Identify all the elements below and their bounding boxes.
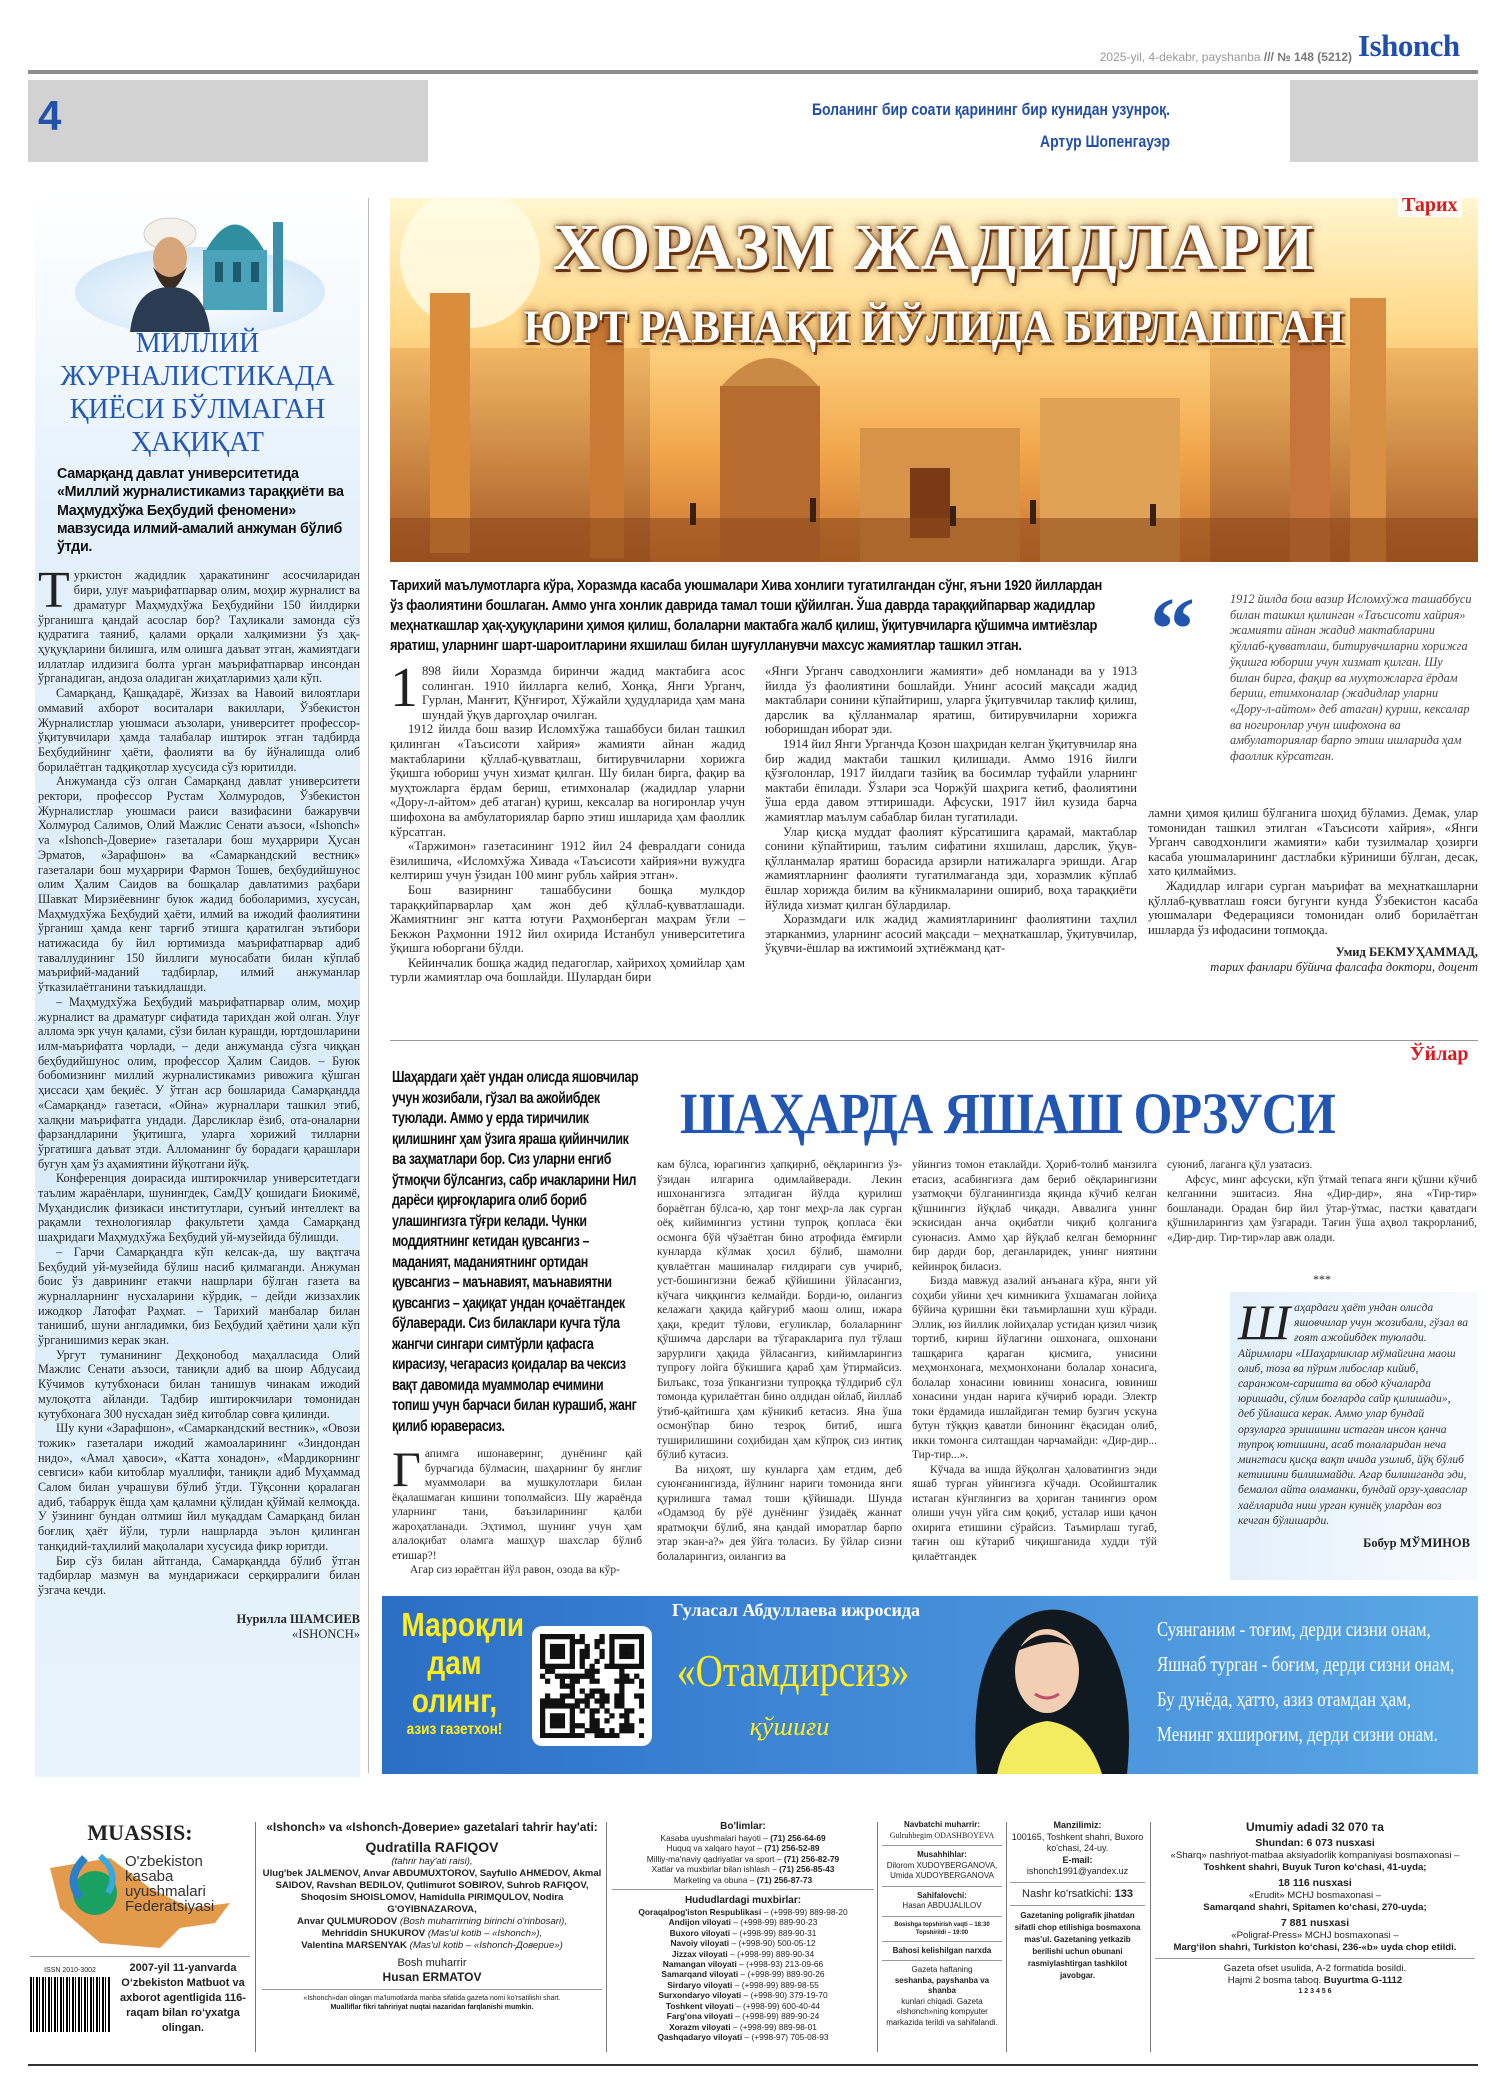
print-address: Marg‘ilon shahri, Turkiston ko‘chasi, 236-«b» uyda chop etildi. xyxy=(1173,1942,1457,1953)
footer-divider xyxy=(606,1822,607,2052)
ad-slogan-line: олинг, xyxy=(411,1682,498,1719)
paragraph: апимга ишонаверинг, дунёнинг қай бурчагида бўлмасин, шаҳарнинг бу янглиғ муаммолари ва мушкулотлари билан ёқалашмаган кишини тополмайсиз. Шу жараёнда уларнинг тани, баъзиларининг қалби жароҳатланади. Эҳтимол, шунинг учун ҳам алалоқибат оламга машҳур шахслар бўлиб етишар?! xyxy=(392,1448,642,1562)
layout-label: Sahifalovchi: xyxy=(917,1890,967,1900)
author-name: Умид БЕКМУҲАММАД, xyxy=(1335,945,1478,960)
footer-divider xyxy=(1006,1822,1007,2052)
footer-rule xyxy=(28,2064,1478,2066)
contact-row: Buxoro viloyati – (+998-99) 889-90-31 xyxy=(669,1927,817,1938)
paragraph: суюниб, лаганга қўл узатасиз. xyxy=(1167,1159,1313,1171)
contact-row: Jizzax viloyati – (+998-99) 889-90-34 xyxy=(671,1948,815,1959)
paragraph: кам бўлса, юрагингиз ҳапқириб, оёқларингиз ўз-ўзидан илгарига одимлайверади. Лекин ишхонангизга элтадиган йўлда қурилиш бораётган бўлса-ю, ҳар тонг меҳр-ла лак сурган оёқ кийимингиз устини тупроқ қопласа ёки осмонга бўй чўзаётган бино атрофида ёмғирли кунларда кўлмак ҳосил бўлиб, шамолни қувлаётган машиналар ғилдираги сув учириб, уст-бошингизни бежаб қўйишини ўйласангиз, кўчага чиққингиз келмайди. Борди-ю, оилангиз келажаги ҳақида қайғуриб маош олиш, ижара ҳақи, кредит тўлови, егуликлар, болаларнинг қўшимча дарслари ва тўгаракларига пул тўлаш зарурлиги ҳақида ўйласангиз, кийимларингиз тупроғу лойга бўкишига қараб ҳам ўтирмайсиз. Билъакс, тоза ўпкангизни тупроққа тўлдириб сўл томонда қурилаётган бино олдидан ойлаб, йиллаб ўтиб-қайтишга ҳам кўникиб кетасиз. Яна ўша осмонўпар бино тезроқ битиб, ишга туширилишини соҳибидан ҳам кўпроқ сиз интиқ бўлиб кутасиз. xyxy=(657,1159,902,1461)
contact-label: Surxondaryo viloyati xyxy=(658,1990,742,2001)
paragraph: Афсус, минг афсуски, кўп ўтмай тепага янги қўшни кўчиб келганини эшитасиз. Яна «Дир-дир», яна «Тир-тир» бошланади. Орадан бир йил ўтар-ўтмас, пастки қаватдаги қўшниларингиз ҳам ўзгаради. Тағин ўша аҳвол такрорланиб, «Дир-дир. Тир-тир»лар авж олади. xyxy=(1167,1173,1477,1244)
article-column-1 xyxy=(392,1441,642,1578)
contact-row: Milliy-ma'naviy qadriyatlar va sport – (71) 256-82-79 xyxy=(646,1853,840,1864)
article-column-2 xyxy=(657,1158,902,1588)
contact-label: Qashqadaryo viloyati xyxy=(657,2031,743,2042)
contact-label: Samarqand viloyati xyxy=(661,1969,739,1980)
sidebar-body xyxy=(38,562,360,1641)
proofreaders-label: Musahhihlar: xyxy=(917,1850,967,1859)
ad-slogan-line: Мароқли xyxy=(401,1606,525,1643)
contact-phone: (+998-99) 889-90-24 xyxy=(742,2011,820,2022)
section-divider xyxy=(390,1040,1478,1041)
page-number: 4 xyxy=(38,92,62,139)
box-text xyxy=(1238,1294,1470,1528)
registration-info: 2007-yil 11-yanvarda O‘zbekiston Matbuot va axborot agentligida 116-raqam bilan ro‘yxatga olingan. xyxy=(120,1962,246,2034)
contact-label: Huquq va xalqaro hayot xyxy=(666,1843,755,1854)
board-members: Ulug'bek JALMENOV, Anvar ABDUMUXTOROV, Sayfullo AHMEDOV, Akmal SAIDOV, Ravshan BEDILOV, Qutlimurot SOBIROV, Suhrob RAFIQOV, Shoqosim SHOISLOMOV, Hamidulla PIRIMQULOV, Nodira G'OYIBNAZAROVA, xyxy=(262,1868,602,1915)
paragraph: Шу куни «Зарафшон», «Самаркандский вестник», «Овози тожик» газеталари ижодий жамоаларининг «Зиндондан нидо», «Амал ҳавоси», «Катта хонадон», «Мардикорнинг севгиси» каби китоблар муаллифи, таниқли адиб Муҳаммад Салом билан учрашуви бўлиб ўтди. Тўқсонни қоралаган адиб, табаррук ёшда ҳам қаламни қўлидан қўймай келмоқда. У ўзининг бундан олтмиш йил муқаддам Самарқанд билан боғлиқ ҳаёт йўли, турли нашрларда эълон қилинган танқидий-таҳлилий мақолалари хусусида фикр юритди. xyxy=(38,1421,360,1553)
article-column-3 xyxy=(912,1158,1157,1588)
article-column-4 xyxy=(1167,1158,1477,1263)
contact-row: Qashqadaryo viloyati – (+998-97) 705-08-93 xyxy=(657,2031,829,2042)
contact-phone: (+998-90) 500-05-12 xyxy=(738,1938,816,1949)
paragraph: Ургут туманининг Деҳқонобод маҳалласида Олий Мажлис Сенати аъзоси, таниқли адиб ва шоир Абдусаид Кўчимов кутубхонаси билан танишув чинакам ижодий мулоқотга айланди. Тадбир иштирокчилари томонидан кутубхонага 300 нусхадан зиёд китоблар совға қилинди. xyxy=(38,1347,360,1421)
banner-gray-box xyxy=(1290,80,1478,162)
contact-label: Marketing va obuna xyxy=(673,1874,748,1885)
contact-phone: (71) 256-85-43 xyxy=(779,1864,835,1875)
address-label: Manzilimiz: xyxy=(1053,1820,1102,1830)
contact-label: Buxoro viloyati xyxy=(669,1927,731,1938)
paragraph: ламни ҳимоя қилиш бўлганига шоҳид бўламиз. Демак, улар томонидан ташкил этилган «Таъсисоти хайрия», «Янги Урганч саводхонлиги жамияти» каби тузилмалар ҳозирги касаба уюшмаларининг дастлабки кўриниши бўлган, десак, хато қилмаймиз. xyxy=(1148,806,1478,879)
paragraph: Бизда мавжуд азалий анъанага кўра, янги уй соҳиби уйини ҳеч кимникига ўхшамаган лойиҳа бўйича қуришни ёки таъмирлашни хуш кўради. Эллик, юз йиллик лойиҳалар устидан қизил чизиқ тортиб, кириш йўлагини ошхонага, ошхонани ташқарига қараган қисмига, унисини меҳмонхонага, меҳмонхонани болалар хонасига, болалар хонасини ювиниш хонасига, ювиниш хонасини ундан нарига кўчириб юради. Электр токи ёрдамида ишлайдиган темир бузгич ускуна бутун тўққиз қаватли бинонинг ёқасидан олиб, икки томонга силташдан чарчамайди: «Дир-дир... Тир-тир...». xyxy=(912,1275,1157,1461)
ad-slogan-sub: азиз газетхон! xyxy=(406,1721,503,1738)
imprint-staff xyxy=(882,1820,1002,2028)
print-format: Gazeta ofset usulida, A-2 formatida bosildi. xyxy=(1223,1963,1407,1974)
qr-code[interactable] xyxy=(532,1626,652,1746)
disclaimer: «Ishonch»dan olingan ma'lumotlarda manba sifatida gazeta nomi ko'rsatilishi shart. xyxy=(303,1995,561,2002)
paragraph: Бир сўз билан айтганда, Самарқандда бўлиб ўтган тадбирлар мазмун ва мундарижаси серқирралиги билан ўзгача кечди. xyxy=(38,1553,360,1597)
contact-row: Farg'ona viloyati – (+998-99) 889-90-24 xyxy=(666,2011,820,2022)
sidebar-box xyxy=(1230,1292,1478,1580)
date: 2025-yil, 4-dekabr, payshanba xyxy=(1099,50,1261,64)
contact-phone: (71) 256-64-69 xyxy=(770,1833,826,1843)
contact-row: Huquq va xalqaro hayot – (71) 256-52-89 xyxy=(666,1843,820,1854)
sidebar-content xyxy=(35,327,360,1642)
article-column-3 xyxy=(1148,806,1478,937)
contact-row: Andijon viloyati – (+998-99) 889-90-23 xyxy=(668,1917,818,1928)
imprint-printing xyxy=(1155,1820,1475,1996)
lyric-line: Менинг яхшироғим, дерди сизни онам. xyxy=(1157,1722,1438,1746)
separator-stars: *** xyxy=(1313,1272,1331,1286)
paragraph: Агар сиз юраётган йўл равон, озода ва кўр- xyxy=(410,1564,620,1576)
paragraph: – Гарчи Самарқандга кўп келсак-да, шу вақтгача Беҳбудий уй-музейида бўлиш насиб қилмаганди. Анжуман боис ўз даврининг етакчи нашрлари бўлган газета ва журналларнинг нусхаларини кўрдик, – дейди жиззахлик ижодкор Латофат Раҳмат. – Тарихий манбалар билан танишиб, шуни англадимки, биз Беҳбудий ҳаётини ҳали кўп ўрганишимиз керак экан. xyxy=(38,1244,360,1348)
contact-phone: (+998-99) 889-90-26 xyxy=(747,1969,825,1980)
print-house: «Erudit» MCHJ bosmaxonasi – xyxy=(1248,1890,1382,1901)
page-number-box xyxy=(28,80,428,162)
footer-divider xyxy=(877,1822,878,2052)
contact-row: Kasaba uyushmalari hayoti – (71) 256-64-69 xyxy=(660,1833,826,1843)
lyric-line: Бу дунёда, ҳатто, азиз отамдан ҳам, xyxy=(1157,1687,1411,1711)
regions-title: Hududlardagi muxbirlar: xyxy=(684,1895,802,1907)
federation-logo-text: O'zbekiston kasaba uyushmalari Federatsiyasi xyxy=(125,1853,215,1915)
byline xyxy=(1148,945,1478,975)
page-markers: 1 2 3 4 5 6 xyxy=(1298,1988,1332,1995)
email[interactable]: ishonch1991@yandex.uz xyxy=(1026,1866,1129,1876)
article-lead: Тарихий маълумотларга кўра, Хоразмда касаба уюшмалари Хива хонлиги тугатилгандан сўнг, яъни 1920 йиллардан ўз фаолиятини бошлаган. Аммо унга хонлик даврида тамал тоши қўйилган. Ўша даврда тараққийпарвар жадидлар меҳнаткашлар ҳақ-ҳуқуқларини ҳимоя қилиш, болаларни мактабга жалб қилиш, ўқитувчиларга қўшимча имтиёзлар яратиш, уларнинг шарт-шароитларини яхшилаш билан шуғулланувчи махсус жамиятлар ташкил этган. xyxy=(390,577,1102,654)
paragraph: Бош вазирнинг ташаббусини бошқа мулкдор тараққийпарварлар ҳам жон деб қўллаб-қувватлашади. Жамиятнинг энг катта ютуғи Раҳмонберган маҳрам ўғли – Бекжон Раҳмонни 1912 йил охирида Истанбул университетига ўқишга юборгани бўлди. xyxy=(390,882,745,956)
paragraph: Анжуманда сўз олган Самарқанд давлат университети ректори, профессор Рустам Холмуродов, Ўзбекистон Журналистлар уюшмаси раиси вазифасини бажарувчи Холмурод Салимов, Олий Мажлис Сенати аъзоси, «Ishonch» va «Ishonch-Доверие» газеталари бош муҳаррири Ҳусан Эрматов, «Зарафшон» ва «Самаркандский вестник» газеталари бош муҳаррири Фармон Тошев, беҳбудийшунос олим Ҳалим Саидов ва бошқалар давлатимиз раҳбари Шавкат Мирзиёевнинг буюк жадид боболаримиз, хусусан, Маҳмудхўжа Беҳбудий ҳаёти, илмий ва ижодий фаолиятини ўрганиш ҳамда кенг тарғиб этишга қаратилган эътибори натижасида бу йил юртимизда маърифатпарвар адиб таваллудининг 150 йиллиги муносабати билан кўплаб маърифий-маданий тадбирлар, илмий анжуманлар ўтказилаётганини таъкидлашди. xyxy=(38,774,360,995)
contact-row: Marketing va obuna – (71) 256-87-73 xyxy=(673,1874,813,1885)
contact-label: Navoiy viloyati xyxy=(670,1938,730,1949)
separator: /// xyxy=(1263,50,1274,64)
contact-row: Samarqand viloyati – (+998-99) 889-90-26 xyxy=(661,1969,825,1980)
article-left-column xyxy=(392,1068,642,1578)
contact-phone: (+998-90) 379-19-70 xyxy=(750,1990,828,2001)
paragraph: 1914 йил Янги Урганчда Қозон шаҳридан келган ўқитувчилар яна бир жадид мактаби ташкил қилишади. Аммо 1916 йилги қўзғолонлар, 1917 йилдаги тазйиқ ва босимлар туфайли уларнинг мактаби ёпилади. Ўзлари эса Чоржўй шаҳрига кетиб, фаолиятини ўша ерда давом эттиришади. Афсуски, 1917 йил кузида барча жамиятлар маълум сабаблар билан тугатилади. xyxy=(765,736,1137,824)
email-label: E-mail: xyxy=(1062,1854,1093,1865)
header-rule xyxy=(28,70,1478,74)
paragraph: Кўчада ва ишда йўқолган ҳаловатингиз энди яшаб турган уйингизга кўчади. Осойишталик истаган кўнглингиз ва ҳориган танингиз ором олиши учун уйга сим қоқиб, усталар иши қачон охирига етишини сўрайсиз. Таъмирлаш тугаб, тағин ош кўтариб чиқишганида худди тўй қилаётгандек xyxy=(912,1463,1157,1563)
epigraph-text: Боланинг бир соати қарининг бир кунидан узунроқ. xyxy=(811,100,1170,119)
contact-row: Namangan viloyati – (+998-93) 213-09-66 xyxy=(662,1959,824,1970)
article-lead: Шаҳардаги ҳаёт ундан олисда яшовчилар учун жозибали, гўзал ва ажойибдек туюлади. Аммо у ерда тиричилик қилишнинг ҳам ўзига яраша қийинчилик ва заҳматлари бор. Сиз уларни енгиб ўтмоқчи бўлсангиз, сабр ичакларини Нил дарёси қирғоқларига олиб бориб улашингизга тўғри келади. Чунки моддиятнинг кетидан қувсангиз – маданият, маданиятнинг ортидан қувсангиз – маънавият, маънавиятни қувсангиз – ҳақиқат ундан қочаётгандек бўлаверади. Сиз билаклари кучга тўла жангчи сингари симтўрли қафасга кирасизу, чегарасиз қоидалар ва чексиз вақт давомида муаммолар ечимини топиш учун барчаси билан курашиб, жанг қилиб юраверасиз. xyxy=(392,1069,639,1435)
barcode xyxy=(30,1965,110,2032)
drop-cap: Т xyxy=(38,562,70,620)
sidebar-article xyxy=(35,192,360,1777)
issue-number: № 148 (5212) xyxy=(1277,50,1352,64)
contact-phone: (+998-99) 889-90-31 xyxy=(739,1927,817,1938)
contact-label: Andijon viloyati xyxy=(668,1917,731,1928)
contact-row: Xatlar va muxbirlar bilan ishlash – (71) 256-85-43 xyxy=(651,1864,835,1875)
byline xyxy=(38,1612,360,1642)
contact-phone: (+998-97) 705-08-93 xyxy=(751,2031,829,2042)
contact-row: Surxondaryo viloyati – (+998-90) 379-19-70 xyxy=(658,1990,828,2001)
rubric-thoughts: Ўйлар xyxy=(1410,1043,1469,1065)
paragraph: уйингиз томон етаклайди. Ҳориб-толиб манзилга етасиз, асабингизга дам бериб оёқларингизни узатмоқчи бўлганингизда яқинда кўчиб келган қўшнингиз йўқлаб чиқади. Аввалига унинг эскисидан анча оқибатли чиқиб қолганига суюнасиз. Аммо ҳар йўқлаб келган беморнинг бир дарди бор, деганларидек, унинг ниятини кейинроқ биласиз. xyxy=(912,1159,1157,1273)
chief-label: Bosh muharrir xyxy=(397,1957,467,1969)
board-chair-role: (tahrir hay'ati raisi), xyxy=(391,1856,473,1867)
sidebar-lead: Самарқанд давлат университетида «Миллий журналистикамиз тараққиёти ва Маҳмудхўжа Беҳбудий феномени» мавзусида илмий-амалий анжуман бўлиб ўтди. xyxy=(57,466,344,556)
paragraph: Улар қисқа муддат фаолият кўрсатишига қарамай, мактаблар сонини кўпайтириш, таълим сифатини яхшилаш, дарслик, ўқув-қўлланмалар яратиш борасида арзирли натижаларга эришди. Агар жамиятларнинг фаолияти тугатилмаганда эди, хоразмлик кўплаб ёшлар хорижда билим ва кўникмаларини ошириб, воҳа тараққиёти йўлида хизмат қилган бўлардилар. xyxy=(765,824,1137,912)
pull-quote-text: 1912 йилда бош вазир Исломхўжа ташаббуси билан ташкил қилинган «Таъсисоти хайрия» жамияти айнан жадид мактабларини қўллаб-қувватлаш, битирувчиларни хорижга ўқишга юбориш учун хизмат қилган. Шу билан бирга, фақир ва муҳтожларга ёрдам бериш, етимхоналар (жадидлар уларни «Дору-л-айтом» деб атаган) қуриш, кексалар ва ногиронлар учун шифохона ва амбулаториялар барпо этиш ишларида ҳам фаоллик кўрсатган. xyxy=(1230,592,1472,764)
duty-editor-label: Navbatchi muharrir: xyxy=(903,1820,981,1829)
contact-row: Sirdaryo viloyati – (+998-99) 889-98-55 xyxy=(667,1979,819,1990)
contact-label: Milliy-ma'naviy qadriyatlar va sport xyxy=(646,1853,775,1864)
contact-label: Toshkent viloyati xyxy=(665,2000,734,2011)
secretary-role: (Mas'ul kotib – «Ishonch-Доверие») xyxy=(409,1940,563,1951)
column-divider xyxy=(368,198,369,1773)
contact-phone: (+998-99) 889-98-20 xyxy=(770,1907,848,1918)
contact-label: Xatlar va muxbirlar bilan ishlash xyxy=(651,1864,770,1875)
ad-performer: Гуласал Абдуллаева ижросида xyxy=(672,1600,920,1620)
drop-cap: Ш xyxy=(1238,1294,1291,1350)
author-name: Нурилла ШАМСИЕВ xyxy=(236,1611,360,1626)
board-chair: Qudratilla RAFIQOV xyxy=(365,1839,499,1855)
chief-editor: Husan ERMATOV xyxy=(382,1970,482,1984)
disclaimer: Mualliflar fikri tahririyat nuqtai nazaridan farqlanishi mumkin. xyxy=(330,2004,534,2011)
contact-phone: (+998-99) 889-90-23 xyxy=(740,1917,818,1928)
paragraph: 1912 йилда бош вазир Исломхўжа ташаббуси билан ташкил қилинган «Таъсисоти хайрия» жамияти айнан жадид мактабларини қўллаб-қувватлаш, битирувчиларни хорижга ўқишга юбориш учун хизмат қилган. Шу билан бирга, фақир ва муҳтожларга ёрдам бериш, етимхоналар (жадидлар уларни «Дору-л-айтом» деб атаган) қуриш, кексалар ва ногиронлар учун шифохона ва амбулаториялар барпо этиш ишларида ҳам фаоллик кўрсатган. xyxy=(390,722,745,839)
founder-label: MUASSIS: xyxy=(87,1820,193,1845)
contact-phone: (71) 256-52-89 xyxy=(764,1843,820,1854)
contact-phone: (+998-93) 213-09-66 xyxy=(746,1959,824,1970)
contact-phone: (+998-99) 600-40-44 xyxy=(743,2000,821,2011)
issn: ISSN 2010-3002 xyxy=(44,1967,96,1974)
index-number: 133 xyxy=(1114,1887,1133,1900)
hero-image-khiva xyxy=(390,198,1478,562)
imprint-address xyxy=(1010,1820,1145,1982)
footer-divider xyxy=(1150,1822,1151,2052)
ad-slogan xyxy=(401,1606,525,1740)
circulation: Umumiy adadi 32 070 та xyxy=(1246,1820,1384,1834)
contact-phone: (71) 256-87-73 xyxy=(756,1874,813,1885)
imprint-contacts xyxy=(612,1820,874,2042)
rubric-history: Тарих xyxy=(1398,194,1462,217)
submit-time: Bosishga topshirish vaqti – 18:30 xyxy=(894,1921,990,1928)
contact-phone: (+998-99) 889-98-55 xyxy=(741,1979,819,1990)
article-headline: ШАҲАРДА ЯШАШ ОРЗУСИ xyxy=(680,1081,1335,1146)
article-columns xyxy=(390,657,1137,985)
schedule: Gazeta haftaning xyxy=(911,1965,973,1974)
portrait-illustration xyxy=(75,192,325,332)
box-paragraph: аҳардаги ҳаёт ундан олисда яшовчилар учун жозибали, гўзал ва ғоят ажойибдек туюлади. Айримлари «Шаҳарликлар мўмайгина маош олиб, тоза ва пўрим либослар кийиб, саранжом-саришта ва обод кўчаларда юришади, сўлим боғларда сайр қилишади», деб ўйлашса керак. Аммо улар бундай орзуларга эришишни истаган инсон қанча тупроқ ютишини, асаб толаларидан неча мингтаси қисқа вақт ичида узилиб, йўқ бўлиб кетишини билишмайди. Агар билишганда эди, бемалол айта оламанки, бундай орзу-ҳаваслар хаёлларида ниш урган куниёқ улардан воз кечган бўлишарди. xyxy=(1238,1301,1469,1527)
schedule-days: seshanba, payshanba va shanba xyxy=(894,1975,990,1995)
ad-lyrics xyxy=(1157,1612,1455,1752)
contact-row: Navoiy viloyati – (+998-90) 500-05-12 xyxy=(670,1938,816,1949)
schedule: kunlari chiqadi. Gazeta «Ishonch»ning kompyuter markazida terildi va sahifalandi. xyxy=(886,1996,998,2027)
footer-divider xyxy=(255,1822,256,2052)
secretary: Valentina MARSENYAK xyxy=(301,1940,407,1951)
author-name: Бобур МЎМИНОВ xyxy=(1363,1536,1470,1551)
contact-label: Namangan viloyati xyxy=(662,1959,737,1970)
article-right-column xyxy=(1148,806,1478,975)
index-label: Nashr ko'rsatkichi: xyxy=(1022,1887,1112,1900)
paragraph: Ва ниҳоят, шу кунларга ҳам етдим, деб суюнганингизда, йўлнинг нариги томонида янги қурилишга тамал тоши қўйишади. Шунда «Одамзод бу рўё дунёнинг ўзидаёқ жаннат яратмоқчи бўлиб, яна қандай иморатлар барпо этар экан-а?» дея ўйга толасиз. Бу ўйлар сизни болаларингиз, оилангиз ва xyxy=(657,1463,902,1563)
federation-logo-block xyxy=(30,1848,250,1952)
headline-line-1: ХОРАЗМ ЖАДИДЛАРИ xyxy=(552,211,1316,284)
contact-phone: (+998-99) 889-90-34 xyxy=(737,1948,815,1959)
author-title: тарих фанлари бўйича фалсафа доктори, доцент xyxy=(1210,960,1478,975)
deputy-role: (Bosh muharrirning birinchi o'rinbosari), xyxy=(399,1916,567,1927)
contact-label: Kasaba uyushmalari hayoti xyxy=(660,1833,761,1843)
proofreaders: Dilorom XUDOYBERGANOVA, Umida XUDOYBERGANOVA xyxy=(886,1860,998,1880)
print-count: 7 881 nusxasi xyxy=(1280,1917,1350,1929)
contact-row: Toshkent viloyati – (+998-99) 600-40-44 xyxy=(665,2000,821,2011)
epigraph xyxy=(640,100,1170,152)
imprint-editorial-board xyxy=(262,1820,602,2012)
ad-song-label: қўшиғи xyxy=(749,1712,830,1741)
print-address: Samarqand shahri, Spitamen ko‘chasi, 270-uyda; xyxy=(1203,1902,1427,1913)
article-main xyxy=(390,576,1137,985)
paragraph: 898 йили Хоразмда биринчи жадид мактабига асос солинган. 1910 йилларга келиб, Хонқа, Янги Урганч, Гурлан, Манғит, Қўнғирот, Хўжайли ҳудудларида ҳам мана шундай ўқув даргоҳлар очилган. xyxy=(422,664,745,722)
print-volume: Hajmi 2 bosma taboq. xyxy=(1227,1975,1322,1986)
order-number: Buyurtma G-1112 xyxy=(1323,1975,1403,1986)
contact-label: Qoraqalpog'iston Respublikasi xyxy=(638,1907,762,1918)
epigraph-author: Артур Шопенгауэр xyxy=(1040,132,1170,151)
drop-cap: Г xyxy=(392,1441,421,1497)
print-house: «Sharq» nashriyot-matbaa aksiyadorlik kompaniyasi bosmaxonasi – xyxy=(1170,1850,1460,1861)
sidebar-headline: МИЛЛИЙ ЖУРНАЛИСТИКАДА ҚИЁСИ БЎЛМАГАН ҲАҚИҚАТ xyxy=(60,328,335,458)
singer-photo xyxy=(937,1596,1147,1774)
lyric-line: Суянганим - тоғим, дерди сизни онам, xyxy=(1157,1617,1431,1641)
secretary: Mehriddin SHUKUROV xyxy=(321,1928,426,1939)
deputy: Anvar QULMURODOV xyxy=(296,1916,398,1927)
song-advertisement xyxy=(382,1596,1478,1774)
contact-label: Sirdaryo viloyati xyxy=(667,1979,733,1990)
pull-quote xyxy=(1150,580,1480,782)
layout-designer: Hasan ABDUJALILOV xyxy=(902,1901,982,1910)
print-count: Shundan: 6 073 nusxasi xyxy=(1255,1837,1375,1849)
drop-cap: 1 xyxy=(390,657,418,719)
departments-title: Bo'limlar: xyxy=(720,1821,766,1832)
imprint-founder xyxy=(30,1820,250,2036)
headline-line-2: ЮРТ РАВНАҚИ ЙЎЛИДА БИРЛАШГАН xyxy=(523,301,1345,353)
paragraph: Жадидлар илгари сурган маърифат ва меҳнаткашларни қўллаб-қувватлаш ғояси бугунги кунда Ўзбекистон касаба уюшмалари Федерацияси томонидан олиб борилаётган ишларда ўз ифодасини топмоқда. xyxy=(1148,878,1478,937)
paragraph: Кейинчалик бошқа жадид педагоглар, хайрихоҳ ҳомийлар ҳам турли жамиятлар оча бошлайди. Шулардан бири xyxy=(390,955,745,985)
submitted-time: Topshirildi – 19:00 xyxy=(915,1929,969,1936)
board-title: «Ishonch» va «Ishonch-Доверие» gazetalari tahrir hay'ati: xyxy=(266,1820,598,1834)
paragraph: Хоразмдаги илк жадид жамиятларининг фаолиятини таҳлил этарканмиз, уларнинг асосий мақсади – меҳнаткашлар, ўқитувчилар, ўқувчи-ёшлар ва ижтимоий эҳтиёжманд қат- xyxy=(765,912,1137,956)
contact-label: Jizzax viloyati xyxy=(671,1948,728,1959)
qr-code-icon xyxy=(540,1634,644,1738)
contact-label: Farg'ona viloyati xyxy=(666,2011,733,2022)
contact-row: Qoraqalpog'iston Respublikasi – (+998-99) 889-98-20 xyxy=(638,1907,848,1918)
ad-slogan-line: дам xyxy=(427,1644,482,1681)
print-house: «Poligraf-Press» MCHJ bosmaxonasi – xyxy=(1231,1930,1399,1941)
paragraph: «Таржимон» газетасининг 1912 йил 24 февралдаги сонида ёзилишича, «Исломхўжа Хивада «Таъсисоти хайрия»ни вужудга келтириш учун ўзидан 100 минг рубль хайрия этган». xyxy=(390,839,745,883)
article-column-1 xyxy=(390,657,745,985)
contact-phone: (71) 256-82-79 xyxy=(783,1853,840,1864)
secretary-role: (Mas'ul kotib – «Ishonch»), xyxy=(427,1928,543,1939)
lyric-line: Яшнаб турган - боғим, дерди сизни онам, xyxy=(1157,1652,1455,1676)
responsibility-note: Gazetaning poligrafik jihatdan sifatli chop etilishiga bosmaxona mas'ul. Gazetaning yetkazib berilishi uchun obunani rasmiylashtirgan tashkilot javobgar. xyxy=(1014,1910,1141,1980)
masthead-logo: Ishonch xyxy=(1358,28,1460,63)
print-count: 18 116 nusxasi xyxy=(1278,1877,1352,1889)
contact-row: Xorazm viloyati – (+998-99) 889-98-01 xyxy=(669,2021,817,2032)
quote-mark-icon: “ xyxy=(1150,580,1195,679)
ad-song-title: «Отамдирсиз» xyxy=(676,1645,910,1696)
contact-label: Xorazm viloyati xyxy=(669,2021,731,2032)
price: Bahosi kelishilgan narxda xyxy=(892,1945,992,1955)
print-address: Toshkent shahri, Buyuk Turon ko‘chasi, 41-uyda; xyxy=(1203,1862,1427,1873)
paragraph: Конференция доирасида иштирокчилар университетдаги таълим жараёнлари, шунингдек, СамДУ қошидаги Биокимё, Муҳандислик физикаси институтлари, сунъий интеллект ва рақамли технологиялар факультети ҳамда Самарқанд шаҳридаги Маҳмудхўжа Беҳбудий уй-музейида бўлишди. xyxy=(38,1171,360,1245)
address: 100165, Toshkent shahri, Buxoro ko'chasi, 24-uy. xyxy=(1011,1831,1144,1853)
dateline xyxy=(1000,50,1352,64)
contact-phone: (+998-99) 889-98-01 xyxy=(739,2021,817,2032)
paragraph: – Маҳмудхўжа Беҳбудий маърифатпарвар олим, моҳир журналист ва драматург сифатида тарихдан жой олган. Улуғ аллома эрк учун қалами, сўзи билан курашди, юртдошларини илм-маърифатга чорлади, – деди анжуманда сўзга чиққан беҳбудийшунос олим, профессор Ҳалим Саидов. – Буюк бобомизнинг миллий журналистикамиз ривожига қўшган ҳиссаси ҳам беқиёс. У ўтган аср бошларида Самарқандда «Самарқанд» газетаси, «Ойна» журналлари ташкил этиб, халқни маърифатга ундади. Дарсликлар ёзиб, ота-оналарни фарзандларини ўқитишга, уларга хорижий тилларни ўргатишга даъват этди. Алломанинг бу борадаги қарашлари бугун ҳам ўз аҳамиятини йўқотгани йўқ. xyxy=(38,994,360,1171)
author-org: «ISHONCH» xyxy=(291,1626,360,1641)
duty-editor: Gulruhbegim ODASHBOYEVA xyxy=(889,1830,995,1840)
paragraph: «Янги Урганч саводхонлиги жамияти» деб номланади ва у 1913 йилда ўз фаолиятини бошлайди. Унинг асосий мақсади жадид мактаблари сонини кўпайтириш, уларга ўқитувчилар таклиф қилиш, дарслик ва қўлланмалар яратиш, битирувчиларни хорижга юборишдан иборат эди. xyxy=(765,664,1137,737)
paragraph: уркистон жадидлик ҳаракатининг асосчиларидан бири, улуғ маърифатпарвар олим, моҳир журналист ва драматург Маҳмудхўжа Беҳбудийни 150 йилдирки ўрганишга қандай асослар бор? Таҳликали замонда сўз қудратига таяниб, қалами орқали халқимизни ўз ҳақ-ҳуқуқларини билишга, илм олишга даъват этган, жамиятдаги иллатлар илдизига болта урган маърифатпарвар инсондан ўрганадиган, андоза оладиган жиҳатларимиз ҳали кўп. xyxy=(38,568,360,686)
paragraph: Самарқанд, Қашқадарё, Жиззах ва Навоий вилоятлари оммавий ахборот воситалари вакиллари, Ўзбекистон Журналистлар уюшмаси аъзолари, университет профессор-ўқитувчилари ҳамда талабалар иштирок этган тадбирда Беҳбудийнинг ҳаёти, фаолияти ва бу йўналишда олиб борилаётган тадқиқотлар хусусида сўз юритилди. xyxy=(38,686,360,774)
article-column-2 xyxy=(765,664,1137,985)
